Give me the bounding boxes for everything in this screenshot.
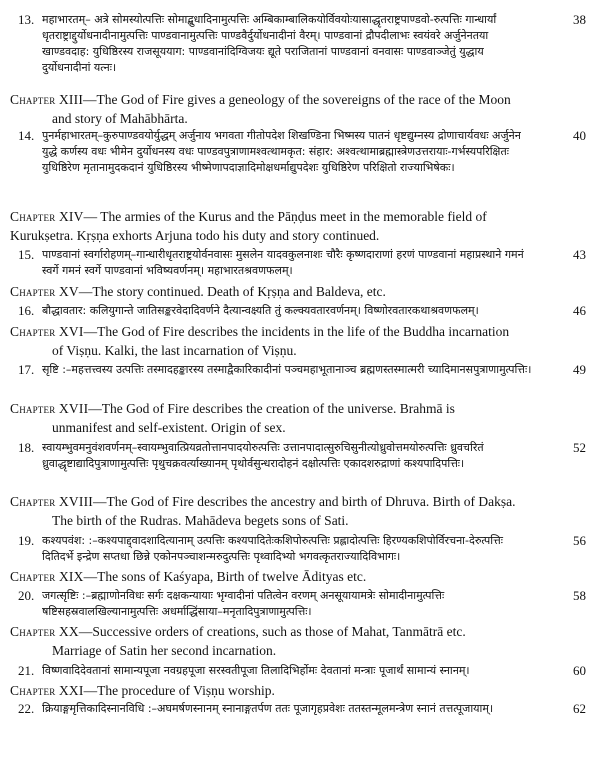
entry-number: 21. xyxy=(18,663,35,678)
chapter-text: —The story continued. Death of Kṛṣṇa and Baldeva, etc. xyxy=(78,284,386,299)
chapter-text: — The armies of the Kurus and the Pāṇḍus meet in the memorable field of xyxy=(83,209,487,224)
chapter-text-continued: and story of Mahābhārta. xyxy=(52,111,188,126)
entry-number: 16. xyxy=(18,303,35,318)
page-number: 60 xyxy=(573,663,586,678)
entry-number: 14. xyxy=(18,128,35,143)
sanskrit-summary: पाण्डवानां स्वर्गारोहणम्–गान्धारीधृतराष्ट्रयोर्वनवासः मुसलेन यादवकुलनाशः चौरैः कृष्णदाराणां हरणं पाण्डवानां महाप्रस्थाने गमनं स्वर्गे गमनं स्वर्गे पाण्डवानां भविष्यवर्णनम्। महाभारतश्रवणफलम्। xyxy=(42,248,524,277)
page-number: 58 xyxy=(573,588,586,603)
chapter-label: Chapter XXI xyxy=(10,683,84,698)
chapter-label: Chapter XVI xyxy=(10,324,84,339)
chapter-summary xyxy=(10,282,590,301)
chapter-text: —The God of Fire gives a geneology of the sovereigns of the race of the Moon xyxy=(83,92,511,107)
chapter-label: Chapter XIX xyxy=(10,569,84,584)
chapter-text: —The God of Fire describes the ancestry and birth of Dhruva. Birth of Dakṣa. xyxy=(92,494,516,509)
chapter-text: —Successive orders of creations, such as those of Mahat, Tanmātrā etc. xyxy=(78,624,466,639)
chapter-text-continued: The birth of the Rudras. Mahādeva begets sons of Sati. xyxy=(52,513,349,528)
sanskrit-summary: स्वायम्भुवमनुवंशवर्णनम्–स्वायम्भुवात्प्रियव्रतोत्तानपादयोरुत्पत्तिः उत्तानपादात्सुरुचिसुनीत्योध्रुवोत्तमयोरुत्पत्तिः ध्रुवचरितं ध्रुवाद्धृष्टाद्यादिपुत्राणामुत्पत्तिः पृथुचक्रवर्त्याख्यानम् पृथोर्वसुन्धरादोहनं दक्षोत्पत्तिः एकादशरुद्राणां कश्यपादिपत्तिः। xyxy=(42,441,484,470)
sanskrit-summary: क्रियाङ्गमृत्तिकादिस्नानविधि :–अघमर्षणस्नानम् स्नानाङ्गतर्पण ततः पूजागृहप्रवेशः ततस्तन्मूलमन्त्रेण स्नानं तत्तत्पूजायाम्। xyxy=(42,702,494,715)
chapter-summary xyxy=(10,322,590,360)
chapter-summary xyxy=(10,492,590,530)
sanskrit-summary: जगत्सृष्टिः :–ब्रह्माणोनविधः सर्गः दक्षकन्यायाः भृग्वादीनां पतित्वेन वरणम् अनसूयायामत्रेः सोमादीनामुत्पत्तिः षष्टिसहस्रवालखिल्यानामुत्पत्तिः अधर्माद्धिंसाया–मनृतादिपुत्राणामुत्पत्तिः। xyxy=(42,589,445,618)
chapter-label: Chapter XIV xyxy=(10,209,84,224)
chapter-summary xyxy=(10,207,590,245)
page-number: 43 xyxy=(573,247,586,262)
chapter-summary xyxy=(10,90,590,128)
chapter-summary xyxy=(10,681,590,700)
page-number: 62 xyxy=(573,701,586,716)
chapter-text-continued: Marriage of Satin her second incarnation. xyxy=(52,643,277,658)
page-number: 38 xyxy=(573,12,586,27)
sanskrit-summary: कश्यपवंश: :–कश्यपाद्द्वादशादित्यानाम् उत्पत्तिः कश्यपादितेःकशिपोरुत्पत्तिः प्रह्लादोत्पत्तिः हिरण्यकशिपोर्विरचना-देरुत्पत्तिः दितिदर्भे इन्द्रेण सप्तधा छिन्ने एकोनपञ्चाशन्मरुदुत्पत्तिः पृथ्वादिभ्यो भगवत्कृतराज्यादिविभागः। xyxy=(42,534,503,563)
chapter-label: Chapter XIII xyxy=(10,92,84,107)
chapter-text-continued: Kurukṣetra. Kṛṣṇa exhorts Arjuna todo his duty and story continued. xyxy=(10,228,380,243)
chapter-text: —The sons of Kaśyapa, Birth of twelve Ādityas etc. xyxy=(83,569,367,584)
chapter-text: —The procedure of Viṣṇu worship. xyxy=(83,683,275,698)
chapter-text: —The God of Fire describes the incidents in the life of the Buddha incarnation xyxy=(83,324,510,339)
page-number: 56 xyxy=(573,533,586,548)
chapter-text-continued: of Viṣṇu. Kalki, the last incarnation of Viṣṇu. xyxy=(52,343,297,358)
sanskrit-summary: विष्णवादिदेवतानां सामान्यपूजा नवग्रहपूजा सरस्वतीपूजा तिलादिभिर्होमः देवतानां मन्त्राः पूजार्थं सामान्यं स्नानम्। xyxy=(42,664,470,677)
entry-number: 18. xyxy=(18,440,35,455)
page-number: 49 xyxy=(573,362,586,377)
entry-number: 17. xyxy=(18,362,35,377)
chapter-summary xyxy=(10,399,590,437)
chapter-text: —The God of Fire describes the creation of the universe. Brahmā is xyxy=(88,401,455,416)
sanskrit-summary: बौद्धावतार: कलियुगान्ते जातिसङ्करवेदादिवर्णने दैत्यान्वक्ष्यति तुं कल्क्यवतारवर्णनम्। विष्णोरवतारकथाश्रवणफलम्। xyxy=(42,304,479,317)
chapter-summary xyxy=(10,622,590,660)
sanskrit-summary: सृष्टि :–महत्तत्त्वस्य उत्पत्तिः तस्मादहङ्कारस्य तस्माद्वैकारिकादीनां पञ्चमहाभूतानाञ्च ब्रह्मणस्तस्मात्मरी च्यादिमानसपुत्राणामुत्पत्तिः। xyxy=(42,363,532,376)
entry-number: 13. xyxy=(18,12,35,27)
entry-number: 15. xyxy=(18,247,35,262)
sanskrit-summary: पुनर्महाभारतम्–कुरुपाण्डवयोर्युद्धम् अर्जुनाय भगवता गीतोपदेश शिखण्डिना भिष्मस्य पातनं धृष्टद्युम्नस्य द्रोणाचार्यवधः अर्जुनेन युद्धे कर्णस्य वधः भीमेन दुर्योधनस्य वधः पाण्डवपुत्राणामश्वत्थामकृत: संहार: अश्वत्थामाब्रह्मास्त्रेणउत्तरायाः-गर्भस्यपरिक्षितः युधिष्ठिरेण मृतानामुदकदानं युधिष्ठिरस्य भीष्मेणापदाज्ञादिमोक्षधर्माद्युपदेशः युधिष्ठिरेण परिक्षितो राज्याभिषेकः। xyxy=(42,129,521,174)
page-number: 40 xyxy=(573,128,586,143)
page-number: 52 xyxy=(573,440,586,455)
entry-number: 22. xyxy=(18,701,35,716)
chapter-label: Chapter XX xyxy=(10,624,79,639)
chapter-label: Chapter XVIII xyxy=(10,494,93,509)
entry-number: 19. xyxy=(18,533,35,548)
chapter-label: Chapter XVII xyxy=(10,401,89,416)
chapter-label: Chapter XV xyxy=(10,284,79,299)
page-number: 46 xyxy=(573,303,586,318)
sanskrit-summary: महाभारतम्– अत्रे सोमस्योत्पत्तिः सोमाद्बुधादिनामुत्पत्तिः अम्बिकाम्बालिकयोर्विवयोःयासाद्धृतराष्ट्रपाण्डवो-रुत्पत्तिः गान्धार्यां धृतराष्ट्राद्दुर्योधनादीनामुत्पत्तिः पाण्डवानामुत्पत्तिः पाण्डवैर्दुर्योधनादीनां वैरम्। पाण्डवानां द्रौपदीलाभः स्वयंवरे अर्जुनेनतया खाण्डवदाह: युधिष्ठिरस्य राजसूययाग: पाण्डवानांदिग्विजयः द्यूते पराजितानां पाण्डवानां वनवासः पाण्डवाञ्जेतुं युद्धाय दुर्योधनादीनां यत्नः। xyxy=(42,13,497,74)
entry-number: 20. xyxy=(18,588,35,603)
chapter-summary xyxy=(10,567,590,586)
chapter-text-continued: unmanifest and self-existent. Origin of sex. xyxy=(52,420,286,435)
